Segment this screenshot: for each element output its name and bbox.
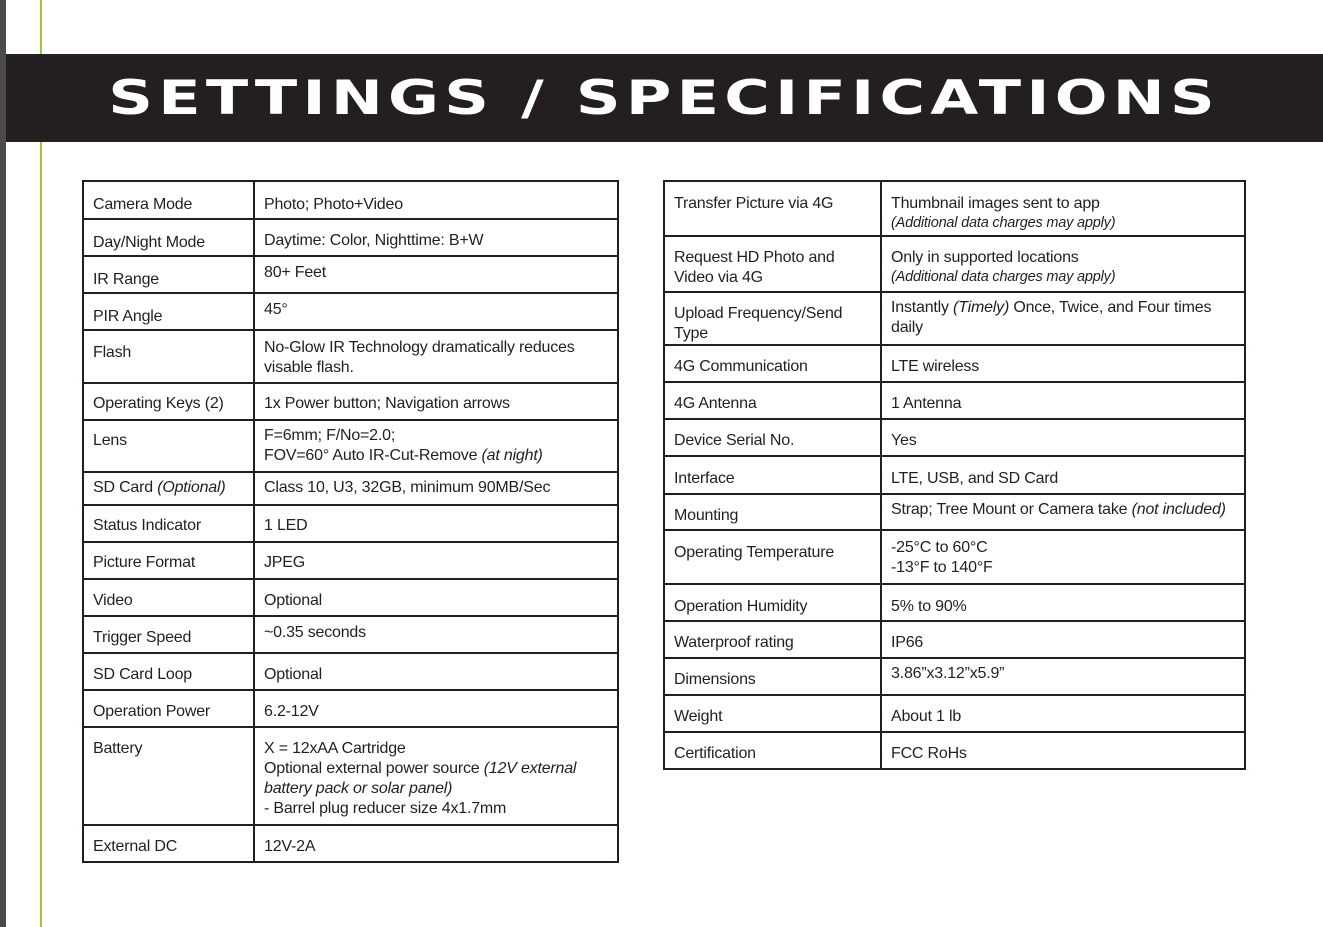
table-row [83,653,618,690]
spec-value: 12V-2A [254,825,618,862]
spec-value: 1 LED [254,505,618,542]
spec-label: Picture Format [83,542,254,579]
spec-value: Strap; Tree Mount or Camera take (not included) [881,494,1245,530]
table-row [664,732,1245,769]
spec-value: 1 Antenna [881,382,1245,419]
spec-value: F=6mm; F/No=2.0; FOV=60° Auto IR-Cut-Remove (at night) [254,420,618,472]
table-row [664,181,1245,236]
spec-label: Upload Frequency/Send Type [664,292,881,345]
spec-label: Lens [83,420,254,472]
left-spec-table [82,180,619,863]
spec-label: 4G Antenna [664,382,881,419]
spec-label: Battery [83,727,254,825]
table-row [664,419,1245,456]
table-row [83,330,618,383]
spec-label: Status Indicator [83,505,254,542]
table-row [83,472,618,505]
spec-label: Camera Mode [83,181,254,219]
spec-value: ~0.35 seconds [254,616,618,653]
table-row [83,383,618,420]
spec-label: IR Range [83,256,254,293]
spec-label: Certification [664,732,881,769]
spec-label: 4G Communication [664,345,881,382]
spec-label: SD Card Loop [83,653,254,690]
spec-label: Mounting [664,494,881,530]
table-row [664,530,1245,584]
spec-value: X = 12xAA Cartridge Optional external power source (12V external battery pack or solar panel) - Barrel plug reducer size 4x1.7mm [254,727,618,825]
table-row [664,494,1245,530]
spec-value: 45° [254,293,618,330]
spec-value: Optional [254,579,618,616]
page-title: SETTINGS / SPECIFICATIONS [108,70,1221,126]
spec-label: Operating Temperature [664,530,881,584]
table-row [83,616,618,653]
table-row [83,727,618,825]
table-row [83,825,618,862]
spec-label: Dimensions [664,658,881,695]
spec-label: Operation Humidity [664,584,881,621]
spec-value: LTE, USB, and SD Card [881,456,1245,494]
table-row [83,690,618,727]
spec-label: Day/Night Mode [83,219,254,256]
spec-label: Transfer Picture via 4G [664,181,881,236]
spec-label: Request HD Photo and Video via 4G [664,236,881,292]
table-row [83,542,618,579]
spec-label: Trigger Speed [83,616,254,653]
spec-value: No-Glow IR Technology dramatically reduces visable flash. [254,330,618,383]
table-row [83,256,618,293]
spec-value: Thumbnail images sent to app (Additional data charges may apply) [881,181,1245,236]
spec-label: Weight [664,695,881,732]
spec-label: Video [83,579,254,616]
table-row [664,584,1245,621]
table-row [664,456,1245,494]
spec-label: Interface [664,456,881,494]
title-banner [6,54,1323,142]
table-row [83,420,618,472]
spec-value: -25°C to 60°C -13°F to 140°F [881,530,1245,584]
spec-label: External DC [83,825,254,862]
spec-label: Operating Keys (2) [83,383,254,420]
spec-value: 5% to 90% [881,584,1245,621]
table-row [664,345,1245,382]
spec-value: JPEG [254,542,618,579]
table-row [664,695,1245,732]
spec-value: Yes [881,419,1245,456]
spec-value: LTE wireless [881,345,1245,382]
table-row [83,293,618,330]
spec-value: 1x Power button; Navigation arrows [254,383,618,420]
spec-value: IP66 [881,621,1245,658]
table-row [83,219,618,256]
spec-label: Flash [83,330,254,383]
spec-value: 6.2-12V [254,690,618,727]
spec-label: Operation Power [83,690,254,727]
table-row [664,621,1245,658]
spec-value: Photo; Photo+Video [254,181,618,219]
spec-value: About 1 lb [881,695,1245,732]
spec-label: Waterproof rating [664,621,881,658]
table-row [83,505,618,542]
table-row [664,658,1245,695]
table-row [664,292,1245,345]
spec-label: PIR Angle [83,293,254,330]
table-row [664,382,1245,419]
table-row [664,236,1245,292]
spec-value: 3.86”x3.12”x5.9” [881,658,1245,695]
spec-value: Class 10, U3, 32GB, minimum 90MB/Sec [254,472,618,505]
spec-label: SD Card (Optional) [83,472,254,505]
spec-value: 80+ Feet [254,256,618,293]
table-row [83,579,618,616]
spec-value: Daytime: Color, Nighttime: B+W [254,219,618,256]
right-spec-table [663,180,1246,770]
table-row [83,181,618,219]
spec-value: Instantly (Timely) Once, Twice, and Four times daily [881,292,1245,345]
spec-value: Only in supported locations (Additional data charges may apply) [881,236,1245,292]
spec-label: Device Serial No. [664,419,881,456]
spec-value: FCC RoHs [881,732,1245,769]
spec-value: Optional [254,653,618,690]
